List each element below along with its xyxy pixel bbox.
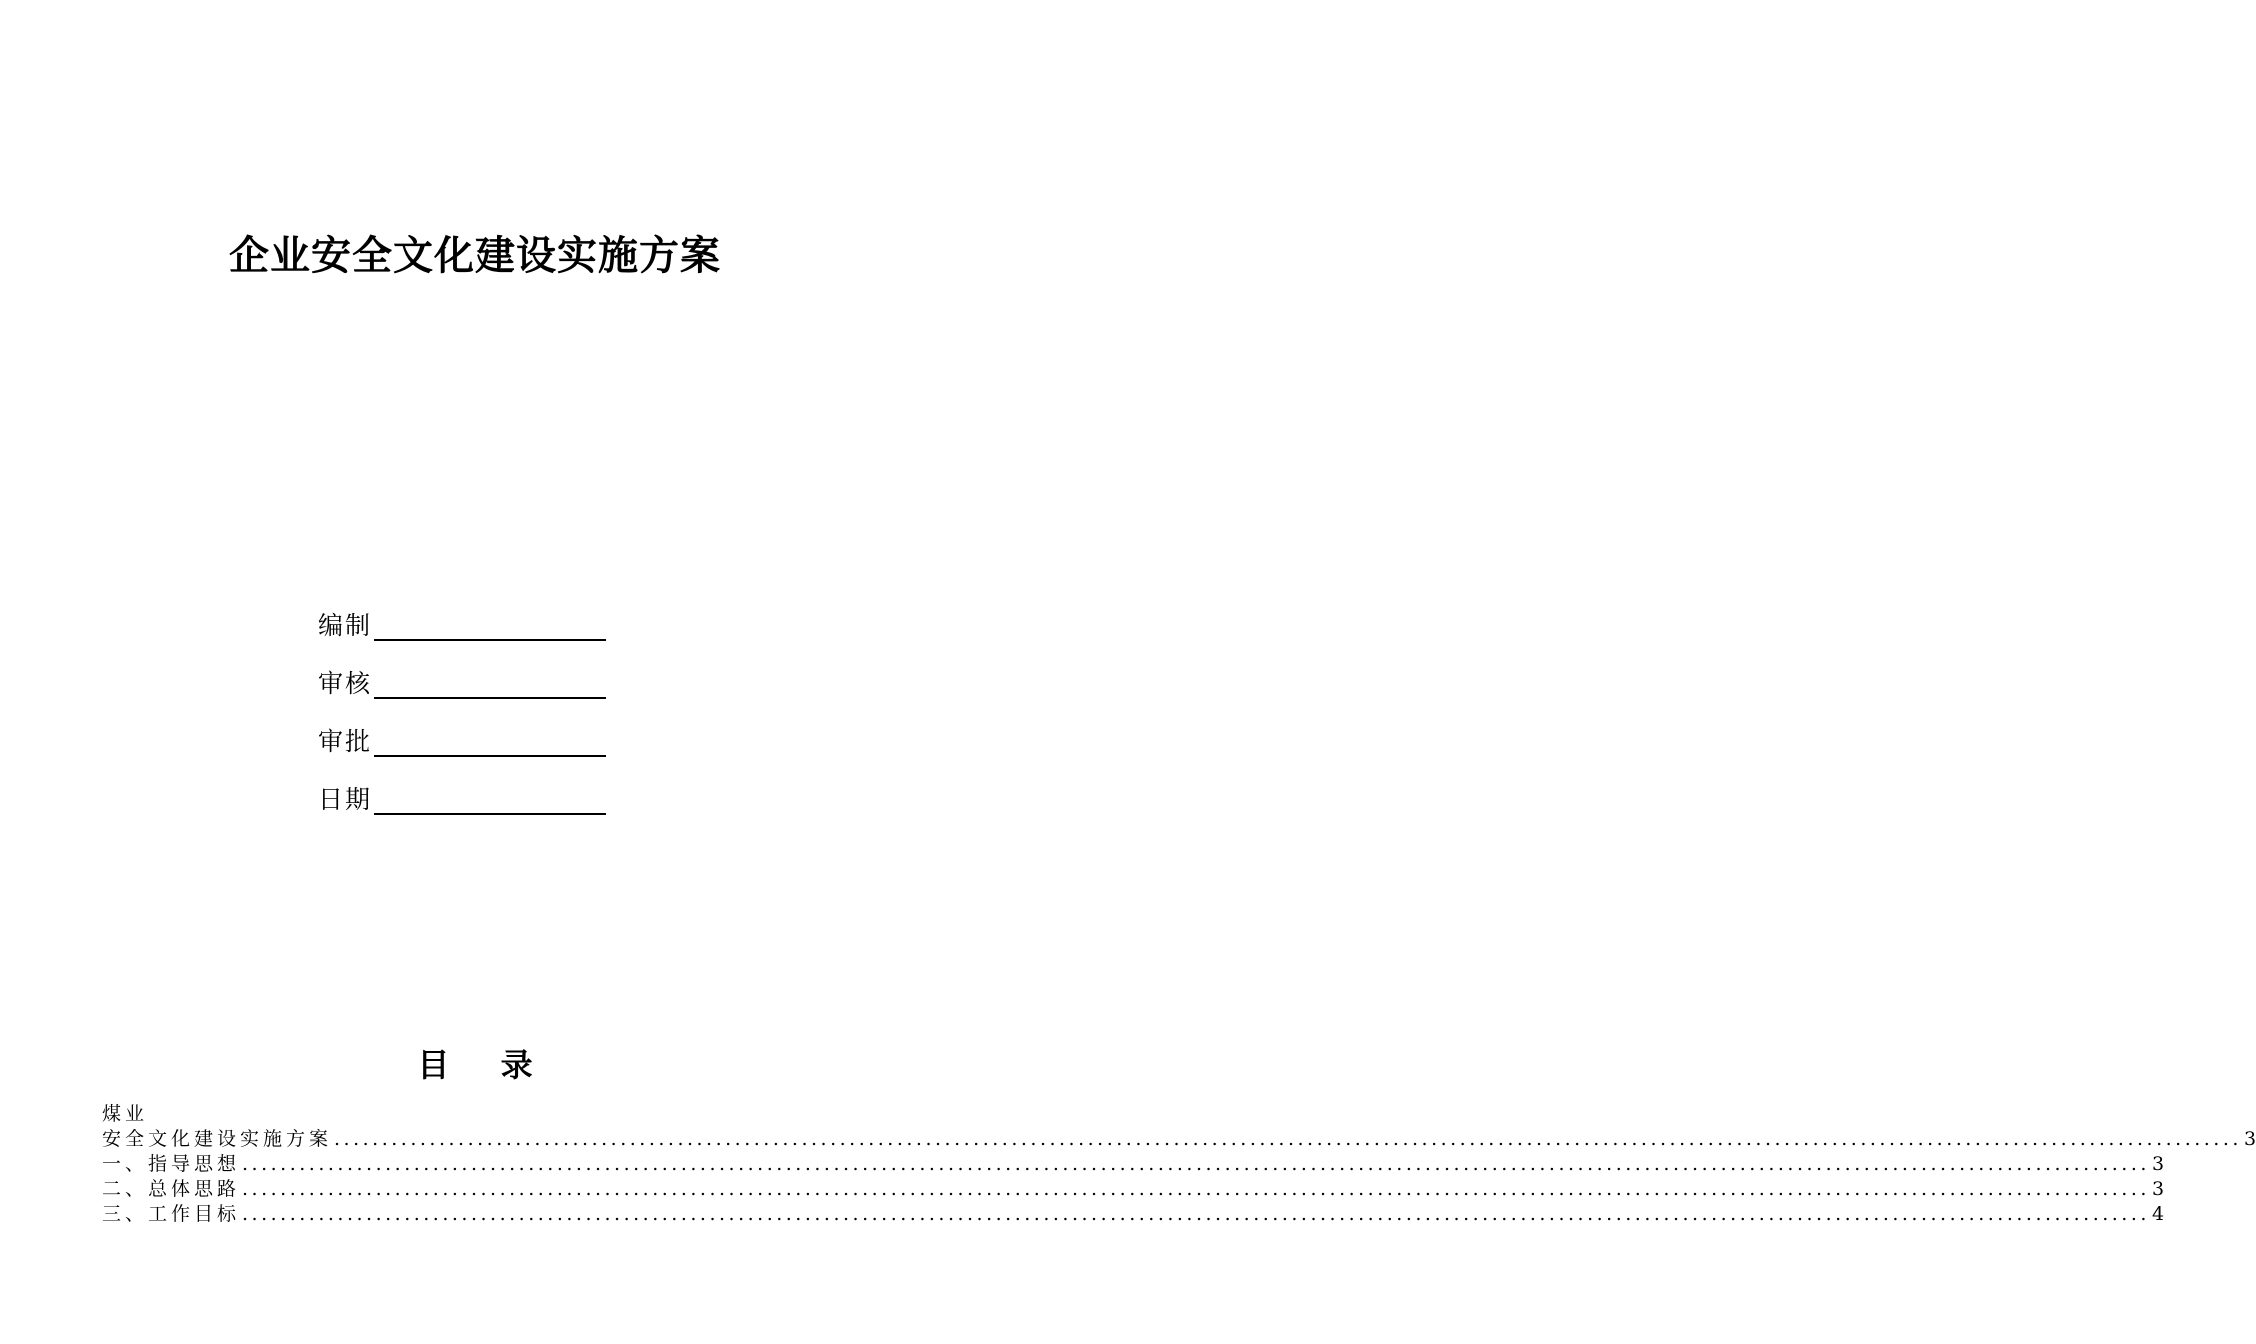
signoff-label: 日期 [318, 785, 373, 814]
toc-leader-dots: ........................................................................................................................................................................................................ [242, 1178, 2150, 1200]
toc-entry[interactable] [102, 1152, 2165, 1177]
toc-entry-text: 安全文化建设实施方案 [102, 1128, 333, 1150]
toc-entry[interactable] [102, 1177, 2165, 1202]
signoff-underline [374, 813, 606, 815]
toc-entry[interactable] [102, 1202, 2165, 1227]
toc-leader-dots: ........................................................................................................................................................................................................ [334, 1128, 2242, 1150]
toc-entry[interactable] [102, 1127, 2256, 1152]
toc-prefix: 煤业 [102, 1103, 149, 1125]
signoff-row-date [318, 759, 606, 817]
document-title: 企业安全文化建设实施方案 [229, 232, 721, 279]
toc-entry-text: 二、总体思路 [102, 1178, 241, 1200]
toc-entry-page: 4 [2151, 1203, 2165, 1225]
toc-entry-text: 三、工作目标 [102, 1203, 241, 1225]
signoff-underline [374, 639, 606, 641]
signoff-row-reviewer [318, 643, 606, 701]
signoff-underline [374, 697, 606, 699]
toc-entry-page: 3 [2243, 1128, 2256, 1150]
signoff-row-compiler [318, 585, 606, 643]
toc-leader-dots: ........................................................................................................................................................................................................ [242, 1153, 2150, 1175]
toc-entry-page: 3 [2151, 1178, 2165, 1200]
signoff-label: 审批 [318, 727, 373, 756]
toc-heading: 目 录 [417, 1046, 553, 1084]
table-of-contents [102, 1102, 2256, 1227]
toc-entry-text: 一、指导思想 [102, 1153, 241, 1175]
signoff-row-approver [318, 701, 606, 759]
signoff-underline [374, 755, 606, 757]
signoff-label: 审核 [318, 669, 373, 698]
signoff-label: 编制 [318, 611, 373, 640]
signoff-block [318, 585, 606, 817]
toc-leader-dots: ........................................................................................................................................................................................................ [242, 1203, 2150, 1225]
toc-entry-page: 3 [2151, 1153, 2165, 1175]
